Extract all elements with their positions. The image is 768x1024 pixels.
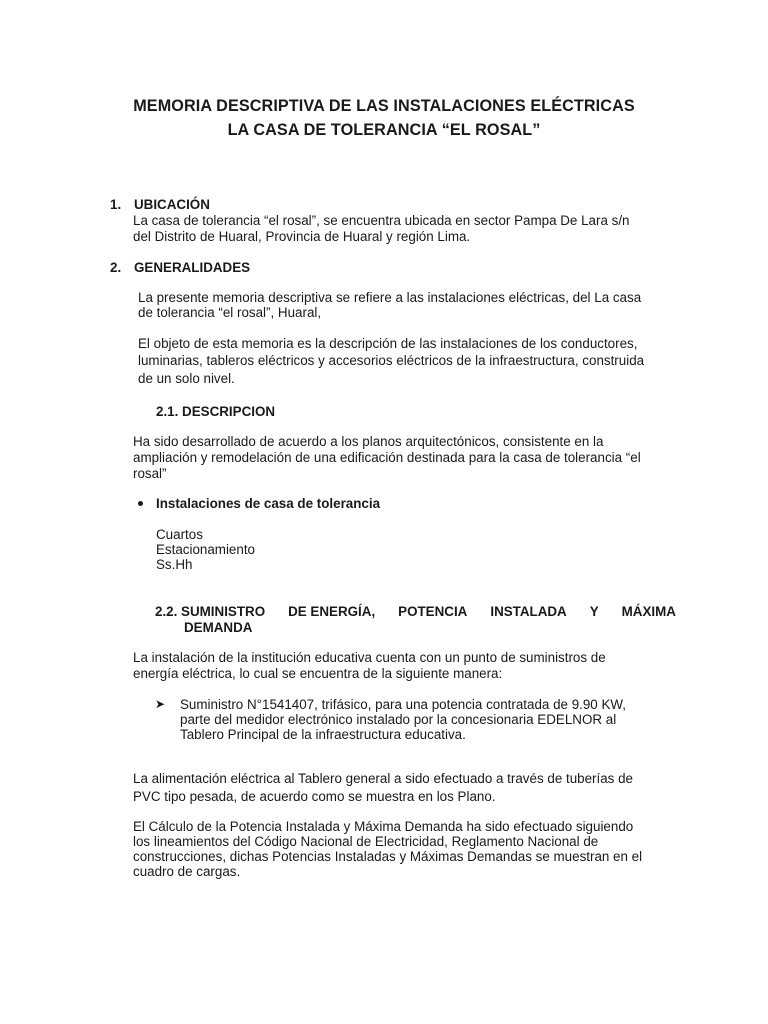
section22-p3-line1: El Cálculo de la Potencia Instalada y Máxima Demanda ha sido efectuado siguiendo bbox=[133, 819, 634, 834]
section2-p2-line1: El objeto de esta memoria es la descripción de las instalaciones de los conductores, bbox=[138, 336, 638, 351]
section22-heading-word: Y bbox=[589, 604, 599, 619]
section22-heading-word: INSTALADA bbox=[490, 604, 567, 619]
section22-heading-line2: DEMANDA bbox=[184, 620, 253, 635]
section1-line1: La casa de tolerancia “el rosal”, se encuentra ubicada en sector Pampa De Lara s/n bbox=[133, 213, 630, 228]
section21-p-line2: ampliación y remodelación de una edificación destinada para la casa de tolerancia “el bbox=[133, 450, 641, 465]
section22-p3-line2: los lineamientos del Código Nacional de Electricidad, Reglamento Nacional de bbox=[133, 834, 599, 849]
arrow-line1: Suministro N°1541407, trifásico, para una potencia contratada de 9.90 KW, bbox=[180, 697, 627, 712]
section21-p-line1: Ha sido desarrollado de acuerdo a los planos arquitectónicos, consistente en la bbox=[133, 434, 604, 449]
section2-number: 2. bbox=[110, 260, 122, 275]
section22-heading-word: DE ENERGÍA, bbox=[288, 604, 376, 619]
section2-p2-line2: luminarias, tableros eléctricos y accesorios eléctricos de la infraestructura, construida bbox=[138, 353, 645, 368]
section2-p1-line1: La presente memoria descriptiva se refiere a las instalaciones eléctricas, del La casa bbox=[138, 290, 642, 305]
bullet-heading: Instalaciones de casa de tolerancia bbox=[156, 496, 381, 511]
section22-p3-line3: construcciones, dichas Potencias Instaladas y Máximas Demandas se muestran en el bbox=[133, 849, 643, 864]
arrow-line2: parte del medidor electrónico instalado por la concesionaria EDELNOR al bbox=[180, 712, 617, 727]
arrow-bullet-icon: ➤ bbox=[155, 697, 166, 711]
section22-p3-line4: cuadro de cargas. bbox=[133, 864, 241, 879]
list-item: Estacionamiento bbox=[156, 542, 255, 557]
section22-p2-line2: PVC tipo pesada, de acuerdo como se muestra en los Plano. bbox=[133, 789, 496, 804]
section1-heading: UBICACIÓN bbox=[134, 197, 210, 212]
section21-p-line3: rosal” bbox=[133, 466, 167, 481]
document-title-line2: LA CASA DE TOLERANCIA “EL ROSAL” bbox=[227, 121, 541, 139]
section22-p2-line1: La alimentación eléctrica al Tablero general a sido efectuado a través de tuberías de bbox=[133, 771, 633, 786]
section22-heading-line1 bbox=[155, 604, 676, 620]
section22-heading-word: MÁXIMA bbox=[621, 604, 676, 619]
section2-p2-line3: de un solo nivel. bbox=[138, 371, 235, 386]
section22-p1-line2: energía eléctrica, lo cual se encuentra de la siguiente manera: bbox=[133, 666, 503, 681]
section22-p1-line1: La instalación de la institución educativa cuenta con un punto de suministros de bbox=[133, 650, 606, 665]
section22-heading-word: POTENCIA bbox=[398, 604, 468, 619]
section22-heading-word: 2.2. SUMINISTRO bbox=[155, 604, 266, 619]
section2-p1-line2: de tolerancia “el rosal”, Huaral, bbox=[138, 305, 322, 320]
section1-line2: del Distrito de Huaral, Provincia de Huaral y región Lima. bbox=[133, 229, 471, 244]
section2-heading: GENERALIDADES bbox=[134, 260, 251, 275]
document-title-line1: MEMORIA DESCRIPTIVA DE LAS INSTALACIONES ELÉCTRICAS bbox=[133, 97, 635, 115]
section21-heading: 2.1. DESCRIPCION bbox=[156, 404, 276, 419]
list-item: Cuartos bbox=[156, 527, 203, 542]
bullet-dot-icon bbox=[138, 501, 143, 506]
section1-number: 1. bbox=[110, 197, 122, 212]
arrow-line3: Tablero Principal de la infraestructura educativa. bbox=[180, 727, 466, 742]
list-item: Ss.Hh bbox=[156, 557, 193, 572]
